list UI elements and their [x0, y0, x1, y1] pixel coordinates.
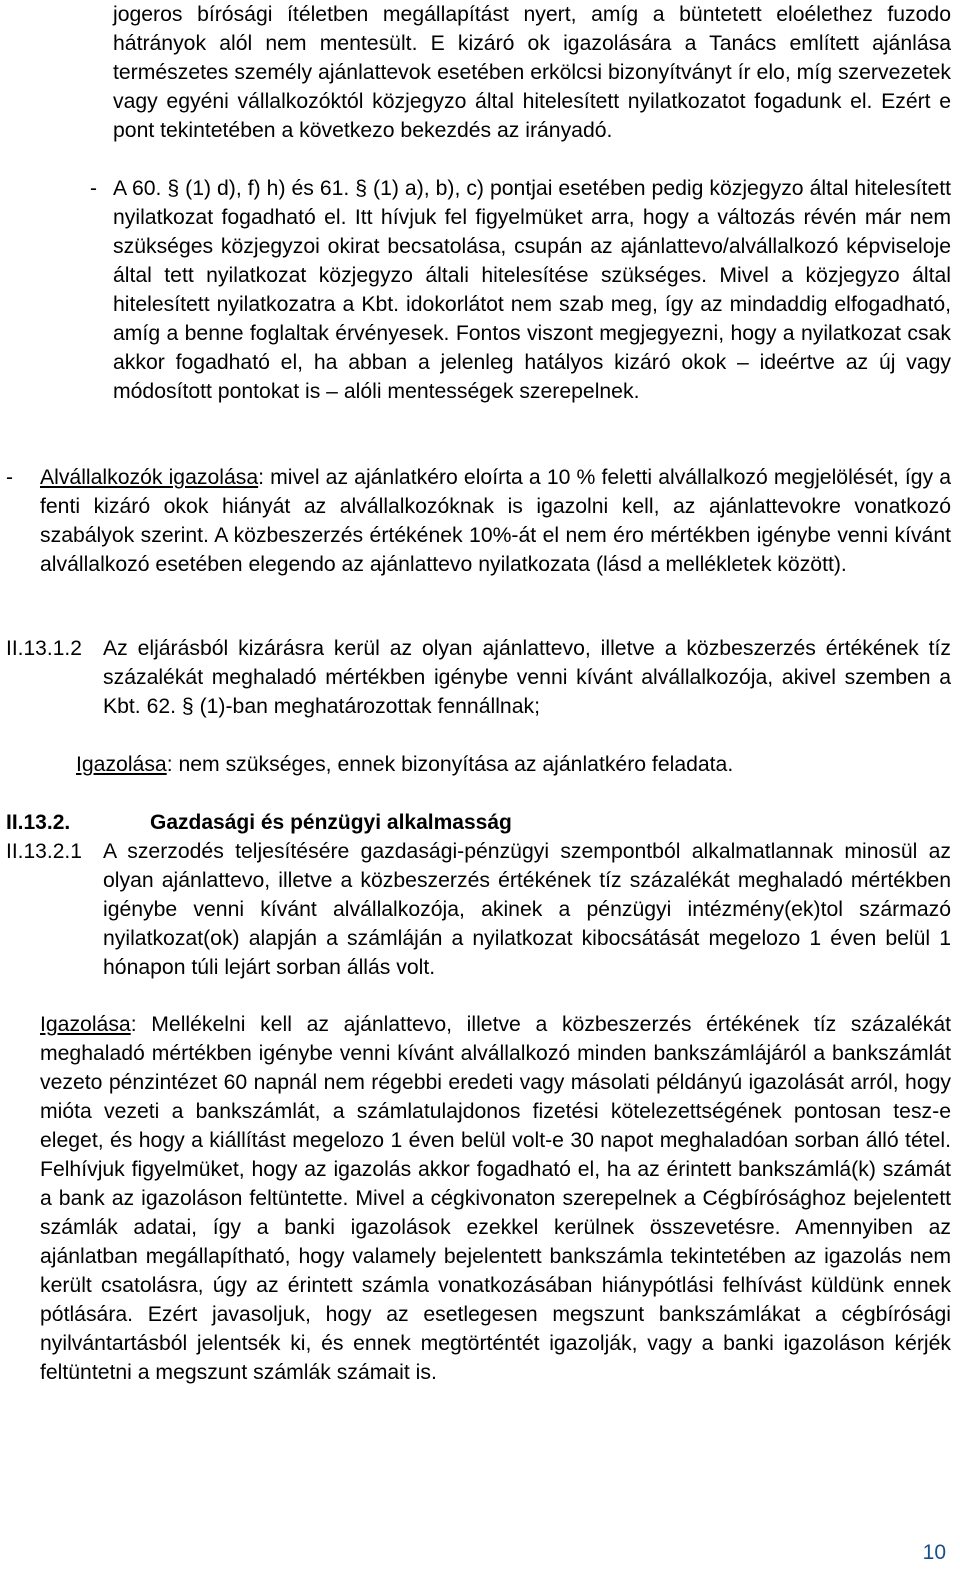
paragraph-text: A 60. § (1) d), f) h) és 61. § (1) a), b), c) pontjai esetében pedig közjegyzo által hitelesített nyilatkozat fogadható el. Itt hívjuk fel figyelmüket arra, hogy a változás révén már nem szükséges közjegyzoi okirat becsatolása, csupán az ajánlattevo/alvállalkozó képviseloje által tett nyilatkozat közjegyzo általi hitelesítése szükséges. Mivel a közjegyzo által hitelesített nyilatkozatra a Kbt. idokorlátot nem szab meg, így az mindaddig elfogadható, amíg a benne foglaltak érvényesek. Fontos viszont megjegyezni, hogy a nyilatkozat csak akkor fogadható el, ha abban a jelenleg hatályos kizáró okok – ideértve az új vagy módosított pontokat is – alóli mentességek szerepelnek. — [113, 177, 951, 403]
paragraph-notary-declaration — [113, 174, 951, 406]
subcontractor-proof-label: Alvállalkozók igazolása — [40, 466, 259, 489]
paragraph-text: A szerzodés teljesítésére gazdasági-pénzügyi szempontból alkalmatlannak minosül az olyan ajánlattevo, illetve a közbeszerzés értékének tíz százalékát meghaladó mértékben igénybe venni kívánt alvállalkozója, akinek a pénzügyi intézmény(ek)tol származó nyilatkozat(ok) alapján a számláján a nyilatkozat kibocsátását megelozo 1 éven belül 1 hónapon túli lejárt sorban állás volt. — [103, 840, 951, 979]
paragraph-subcontractor-proof — [40, 463, 951, 579]
section-heading-title: Gazdasági és pénzügyi alkalmasság — [150, 811, 512, 834]
proof-label: Igazolása — [40, 1013, 131, 1036]
list-dash: - — [6, 466, 13, 489]
paragraph-text: Az eljárásból kizárásra kerül az olyan ajánlattevo, illetve a közbeszerzés értékének tíz százalékát meghaladó mértékben igénybe venni kívánt alvállalkozója, akivel szemben a Kbt. 62. § (1)-ban meghatározottak fennállnak; — [103, 637, 951, 718]
section-number: II.13.1.2 — [6, 637, 82, 660]
paragraph-text: : mivel az ajánlatkéro eloírta a 10 % feletti alvállalkozó megjelölését, így a fenti kizáró okok hiányát az alvállalkozóknak is igazolni kell, az ajánlattevokre vonatkozó szabályok szerint. A közbeszerzés értékének 10%-át el nem éro mértékben igénybe venni kívánt alvállalkozó esetében elegendo az ajánlattevo nyilatkozata (lásd a mellékletek között). — [40, 466, 951, 576]
section-financial-text — [103, 837, 951, 982]
proof-text: : nem szükséges, ennek bizonyítása az ajánlatkéro feladata. — [166, 753, 734, 776]
list-dash: - — [90, 177, 97, 200]
section-number: II.13.2.1 — [6, 840, 82, 863]
proof-label: Igazolása — [76, 753, 167, 776]
section-exclusion-text — [103, 634, 951, 721]
paragraph-criminal-record — [113, 0, 951, 145]
section-financial-proof — [40, 1010, 951, 1387]
page-number: 10 — [922, 1541, 946, 1564]
section-heading-number: II.13.2. — [6, 811, 71, 834]
paragraph-text: jogeros bírósági ítéletben megállapítást nyert, amíg a büntetett eloélethez fuzodo hátrányok alól nem mentesült. E kizáró ok igazolására a Tanács említett ajánlása természetes személy ajánlattevok esetében erkölcsi bizonyítványt ír elo, míg szervezetek vagy egyéni vállalkozóktól közjegyzo által hitelesített nyilatkozatot fogadunk el. Ezért e pont tekintetében a következo bekezdés az irányadó. — [113, 3, 951, 142]
section-exclusion-proof — [76, 750, 951, 779]
proof-text: : Mellékelni kell az ajánlattevo, illetve a közbeszerzés értékének tíz százalékát meghaladó mértékben igénybe venni kívánt alvállalkozó minden bankszámlájáról a bankszámlát vezeto pénzintézet 60 napnál nem régebbi eredeti vagy másolati példányú igazolását arról, hogy mióta vezeti a bankszámlát, a számlatulajdonos fizetési kötelezettségének pontosan tesz-e eleget, és hogy a kiállítást megelozo 1 éven belül volt-e 30 napot meghaladóan sorban álló tétel. Felhívjuk figyelmüket, hogy az igazolás akkor fogadható el, ha az érintett bankszámlá(k) számát a bank az igazoláson feltüntette. Mivel a cégkivonaton szerepelnek a Cégbírósághoz bejelentett számlák adatai, így a banki igazolások ezekkel kerülnek összevetésre. Amennyiben az ajánlatban megállapítható, hogy valamely bejelentett bankszámla tekintetében az igazolás nem került csatolásra, úgy az érintett számla vonatkozásában hiánypótlási felhívást küldünk ennek pótlására. Ezért javasoljuk, hogy az esetlegesen megszunt bankszámlákat a cégbírósági nyilvántartásból jelentsék ki, és ennek megtörténtét igazolják, vagy a banki igazoláson kérjék feltüntetni a megszunt számlák számait is. — [40, 1013, 951, 1384]
